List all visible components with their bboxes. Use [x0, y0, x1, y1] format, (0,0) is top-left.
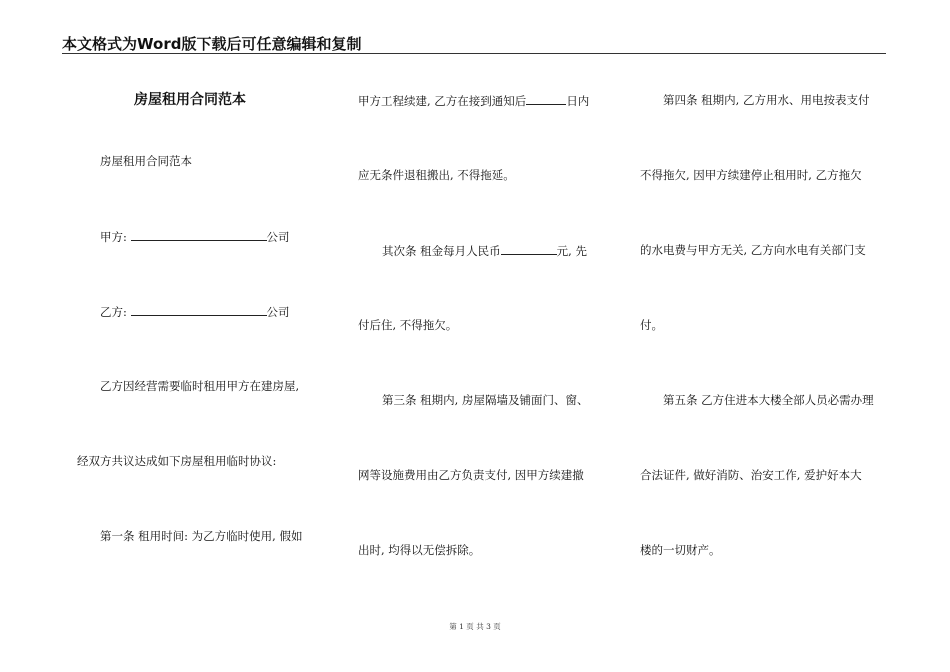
party-b-blank [131, 304, 267, 316]
paragraph-line: 网等设施费用由乙方负责支付, 因甲方续建撤 [358, 468, 584, 482]
party-b-suffix: 公司 [266, 305, 290, 319]
paragraph-line: 的水电费与甲方无关, 乙方向水电有关部门支 [640, 243, 866, 257]
page-banner: 本文格式为Word版下载后可任意编辑和复制 [62, 35, 362, 53]
page-number: 第 1 页 共 3 页 [449, 622, 501, 631]
paragraph-line: 甲方工程续建, 乙方在接到通知后 日内 [358, 94, 590, 108]
party-b-label: 乙方: [100, 305, 127, 319]
paragraph-line: 出时, 均得以无偿拆除。 [358, 543, 481, 557]
paragraph-line: 第四条 租期内, 乙方用水、用电按表支付 [663, 93, 870, 107]
paragraph-line: 乙方因经营需要临时租用甲方在建房屋, [100, 379, 300, 393]
days-blank [526, 93, 566, 105]
paragraph-line: 第三条 租期内, 房屋隔墙及铺面门、窗、 [382, 393, 589, 407]
paragraph-line: 付。 [640, 318, 663, 332]
paragraph-line: 楼的一切财产。 [640, 543, 721, 557]
rent-blank [501, 243, 557, 255]
party-a-suffix: 公司 [266, 230, 290, 244]
paragraph-line: 合法证件, 做好消防、治安工作, 爱护好本大 [640, 468, 862, 482]
paragraph-line: 第一条 租用时间: 为乙方临时使用, 假如 [100, 529, 303, 543]
paragraph-line: 应无条件退租搬出, 不得拖延。 [358, 168, 515, 182]
party-b-line [100, 304, 290, 319]
paragraph-line: 第五条 乙方住进本大楼全部人员必需办理 [663, 393, 874, 407]
party-a-blank [131, 229, 267, 241]
header-rule [62, 53, 886, 54]
paragraph-line: 经双方共议达成如下房屋租用临时协议: [77, 454, 277, 468]
paragraph-line: 付后住, 不得拖欠。 [358, 318, 458, 332]
document-title: 房屋租用合同范本 [134, 92, 246, 108]
party-a-label: 甲方: [100, 230, 127, 244]
paragraph-line: 其次条 租金每月人民币 元, 先 [382, 244, 587, 258]
paragraph-line: 不得拖欠, 因甲方续建停止租用时, 乙方拖欠 [640, 168, 862, 182]
document-subtitle: 房屋租用合同范本 [100, 154, 192, 168]
party-a-line [100, 229, 290, 244]
